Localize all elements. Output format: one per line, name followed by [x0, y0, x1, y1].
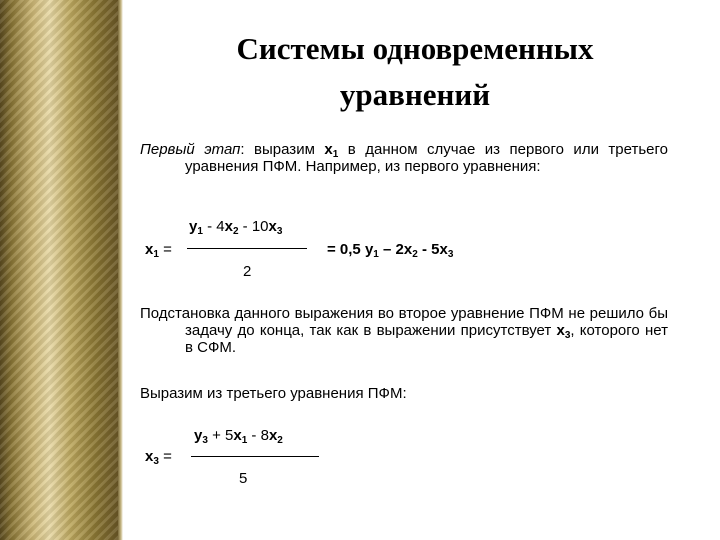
eq2-lhs-sub: 3 [153, 456, 159, 467]
p2-var-sub: 3 [564, 330, 571, 341]
first-stage-label: Первый этап [140, 141, 241, 158]
eq2-numerator: $y_3 + 5x_1 - 8x_2$ [194, 427, 283, 446]
p2-var: x [556, 322, 565, 339]
paragraph-substitution [140, 305, 668, 356]
p1-text-1: : выразим [240, 141, 325, 158]
stripe-edge-shading [118, 0, 123, 540]
slide-title [150, 26, 680, 118]
eq1-rhs: = 0,5 $y_1 - 2x_2 - 5x_3$ [327, 241, 454, 260]
p1-var: x [324, 141, 333, 158]
eq1-lhs-var: x [145, 241, 154, 258]
eq1-numerator: $y_1 - 4x_2 - 10x_3$ [189, 218, 283, 237]
paragraph-first-stage [140, 141, 668, 175]
eq1-denominator: 2 [243, 263, 252, 280]
eq1-equals: = [163, 241, 172, 258]
paragraph-express: Выразим из третьего уравнения ПФМ: [140, 385, 407, 402]
eq2-denominator: 5 [239, 470, 248, 487]
title-line-1: Системы одновременных [236, 31, 594, 66]
p1-text-2: в данном случае из первого или третьего уравнения ПФМ. Например, из первого уравнения: [185, 141, 669, 175]
decorative-side-stripe [0, 0, 118, 540]
p2-text-2: , которого нет в СФМ. [185, 322, 668, 356]
eq2-equals: = [163, 448, 172, 465]
eq2-lhs [145, 448, 172, 465]
eq2-fraction-bar [191, 456, 319, 457]
eq1-lhs [145, 241, 172, 258]
title-line-2: уравнений [339, 77, 491, 112]
eq1-lhs-sub: 1 [153, 249, 159, 260]
p2-text-1: Подстановка данного выражения во второе уравнение ПФМ не решило бы задачу до конца, так как в выражении присутствует [140, 305, 668, 339]
eq1-fraction-bar [187, 248, 307, 249]
p1-var-sub: 1 [332, 149, 339, 160]
eq2-lhs-var: x [145, 448, 154, 465]
